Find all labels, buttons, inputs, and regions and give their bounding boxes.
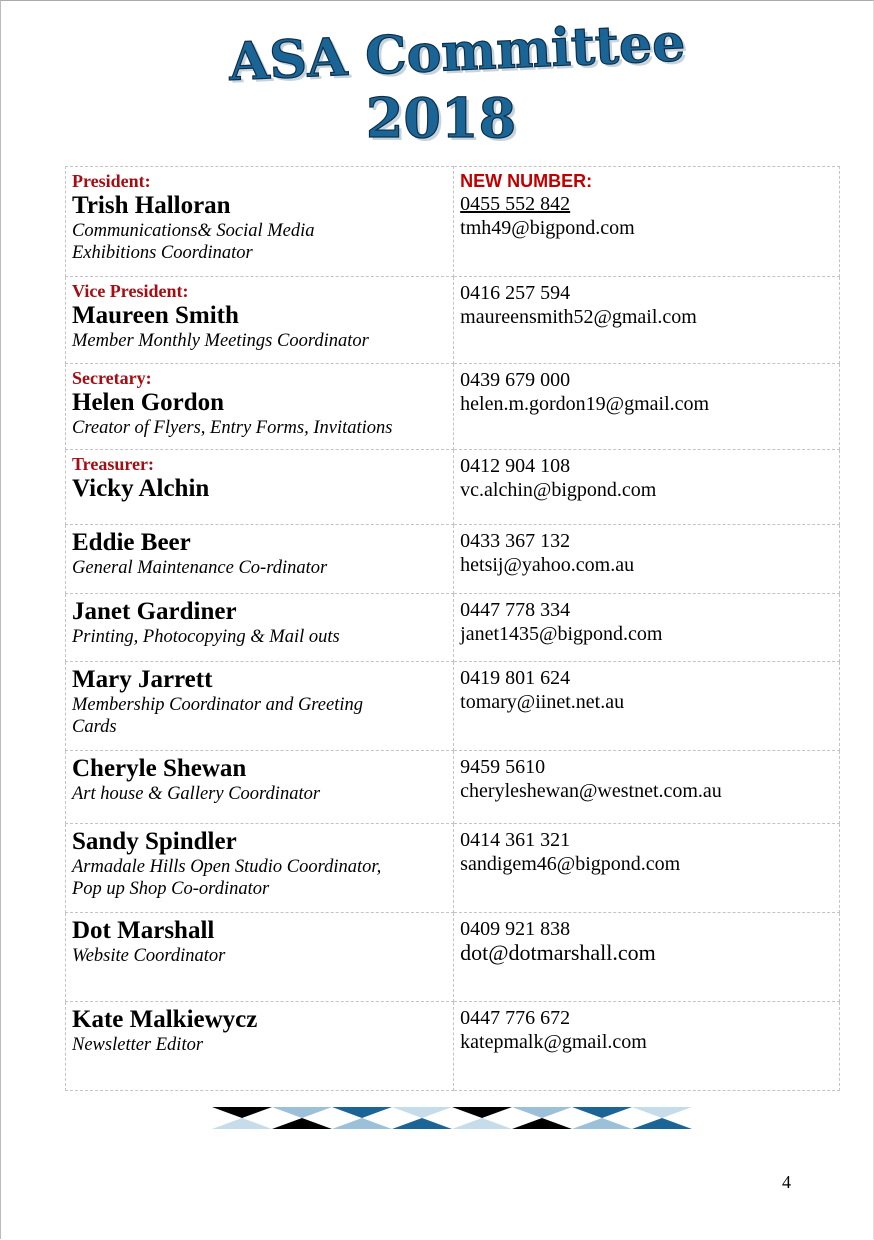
contact-cell: [454, 913, 840, 1002]
member-duty: Newsletter Editor: [72, 1035, 204, 1055]
member-name: Maureen Smith: [72, 302, 239, 329]
member-duty: Pop up Shop Co-ordinator: [72, 879, 270, 899]
email-address[interactable]: sandigem46@bigpond.com: [460, 853, 681, 875]
divider-triangle-top: [332, 1107, 392, 1118]
phone-number: 0416 257 594: [460, 282, 571, 304]
phone-number: 0419 801 624: [460, 667, 571, 689]
member-duty: Creator of Flyers, Entry Forms, Invitations: [72, 418, 393, 438]
member-info-cell: [66, 594, 454, 662]
phone-number: 0439 679 000: [460, 369, 571, 391]
divider-triangle-top: [272, 1107, 332, 1118]
decorative-divider: [212, 1107, 692, 1129]
divider-triangle-top: [392, 1107, 452, 1118]
member-duty: Communications& Social Media: [72, 221, 315, 241]
member-info-cell: [66, 277, 454, 364]
role-label: President:: [72, 171, 151, 191]
member-name: Cheryle Shewan: [72, 755, 247, 782]
member-name: Dot Marshall: [72, 917, 215, 944]
divider-triangle-bottom: [212, 1118, 272, 1129]
phone-number: 0414 361 321: [460, 829, 571, 851]
table-row: [66, 662, 840, 751]
phone-number: 0447 776 672: [460, 1007, 571, 1029]
member-duty: Exhibitions Coordinator: [72, 243, 253, 263]
email-address[interactable]: dot@dotmarshall.com: [460, 940, 656, 965]
member-duty: Member Monthly Meetings Coordinator: [72, 331, 369, 351]
contact-cell: [454, 751, 840, 824]
divider-triangle-bottom: [392, 1118, 452, 1129]
member-info-cell: [66, 824, 454, 913]
divider-triangle-top: [452, 1107, 512, 1118]
member-info-cell: [66, 913, 454, 1002]
email-address[interactable]: maureensmith52@gmail.com: [460, 306, 697, 328]
phone-number: 0455 552 842: [460, 193, 571, 215]
divider-triangle-bottom: [332, 1118, 392, 1129]
table-row: [66, 913, 840, 1002]
member-info-cell: [66, 1002, 454, 1091]
divider-triangle-bottom: [572, 1118, 632, 1129]
contact-cell: [454, 364, 840, 450]
member-info-cell: [66, 662, 454, 751]
member-name: Vicky Alchin: [72, 475, 210, 502]
table-row: [66, 525, 840, 594]
divider-triangle-top: [572, 1107, 632, 1118]
member-duty: Art house & Gallery Coordinator: [72, 784, 321, 804]
member-name: Eddie Beer: [72, 529, 191, 556]
member-info-cell: [66, 525, 454, 594]
title-line-1: ASA Committee: [227, 12, 687, 93]
table-row: [66, 594, 840, 662]
contact-cell: [454, 662, 840, 751]
table-row: [66, 277, 840, 364]
contact-cell: [454, 277, 840, 364]
member-duty: Armadale Hills Open Studio Coordinator,: [72, 857, 382, 877]
member-duty: Cards: [72, 717, 117, 737]
role-label: Vice President:: [72, 281, 189, 301]
divider-triangle-bottom: [272, 1118, 332, 1129]
new-number-label: NEW NUMBER:: [460, 171, 593, 191]
email-address[interactable]: tmh49@bigpond.com: [460, 217, 635, 239]
email-address[interactable]: helen.m.gordon19@gmail.com: [460, 393, 710, 415]
member-duty: Printing, Photocopying & Mail outs: [72, 627, 340, 647]
role-label: Treasurer:: [72, 454, 154, 474]
member-name: Janet Gardiner: [72, 598, 237, 625]
phone-number: 9459 5610: [460, 756, 546, 778]
role-label: Secretary:: [72, 368, 152, 388]
contact-cell: [454, 525, 840, 594]
email-address[interactable]: tomary@iinet.net.au: [460, 691, 625, 713]
email-address[interactable]: hetsij@yahoo.com.au: [460, 554, 635, 576]
member-info-cell: [66, 751, 454, 824]
member-duty: Website Coordinator: [72, 946, 226, 966]
member-info-cell: [66, 167, 454, 277]
table-row: [66, 751, 840, 824]
member-info-cell: [66, 450, 454, 525]
member-name: Helen Gordon: [72, 389, 225, 416]
phone-number: 0433 367 132: [460, 530, 571, 552]
divider-triangle-top: [632, 1107, 692, 1118]
email-address[interactable]: vc.alchin@bigpond.com: [460, 479, 657, 501]
email-address[interactable]: cheryleshewan@westnet.com.au: [460, 780, 722, 802]
email-address[interactable]: katepmalk@gmail.com: [460, 1031, 647, 1053]
member-duty: General Maintenance Co-rdinator: [72, 558, 328, 578]
divider-triangle-bottom: [512, 1118, 572, 1129]
phone-number: 0409 921 838: [460, 918, 571, 940]
contact-cell: [454, 450, 840, 525]
table-row: [66, 450, 840, 525]
title-line-2: 2018: [365, 86, 517, 150]
table-row: [66, 364, 840, 450]
table-row: [66, 824, 840, 913]
phone-number: 0412 904 108: [460, 455, 571, 477]
member-info-cell: [66, 364, 454, 450]
member-duty: Membership Coordinator and Greeting: [72, 695, 364, 715]
email-address[interactable]: janet1435@bigpond.com: [460, 623, 663, 645]
divider-triangle-bottom: [452, 1118, 512, 1129]
committee-table: [65, 166, 840, 1091]
table-row: [66, 1002, 840, 1091]
member-name: Mary Jarrett: [72, 666, 213, 693]
divider-triangle-bottom: [632, 1118, 692, 1129]
divider-triangle-top: [512, 1107, 572, 1118]
phone-number: 0447 778 334: [460, 599, 571, 621]
contact-cell: [454, 167, 840, 277]
member-name: Sandy Spindler: [72, 828, 237, 855]
contact-cell: [454, 824, 840, 913]
contact-cell: [454, 594, 840, 662]
contact-cell: [454, 1002, 840, 1091]
divider-triangle-top: [212, 1107, 272, 1118]
member-name: Trish Halloran: [72, 192, 231, 219]
table-row: [66, 167, 840, 277]
member-name: Kate Malkiewycz: [72, 1006, 258, 1033]
page-number: 4: [782, 1172, 791, 1192]
